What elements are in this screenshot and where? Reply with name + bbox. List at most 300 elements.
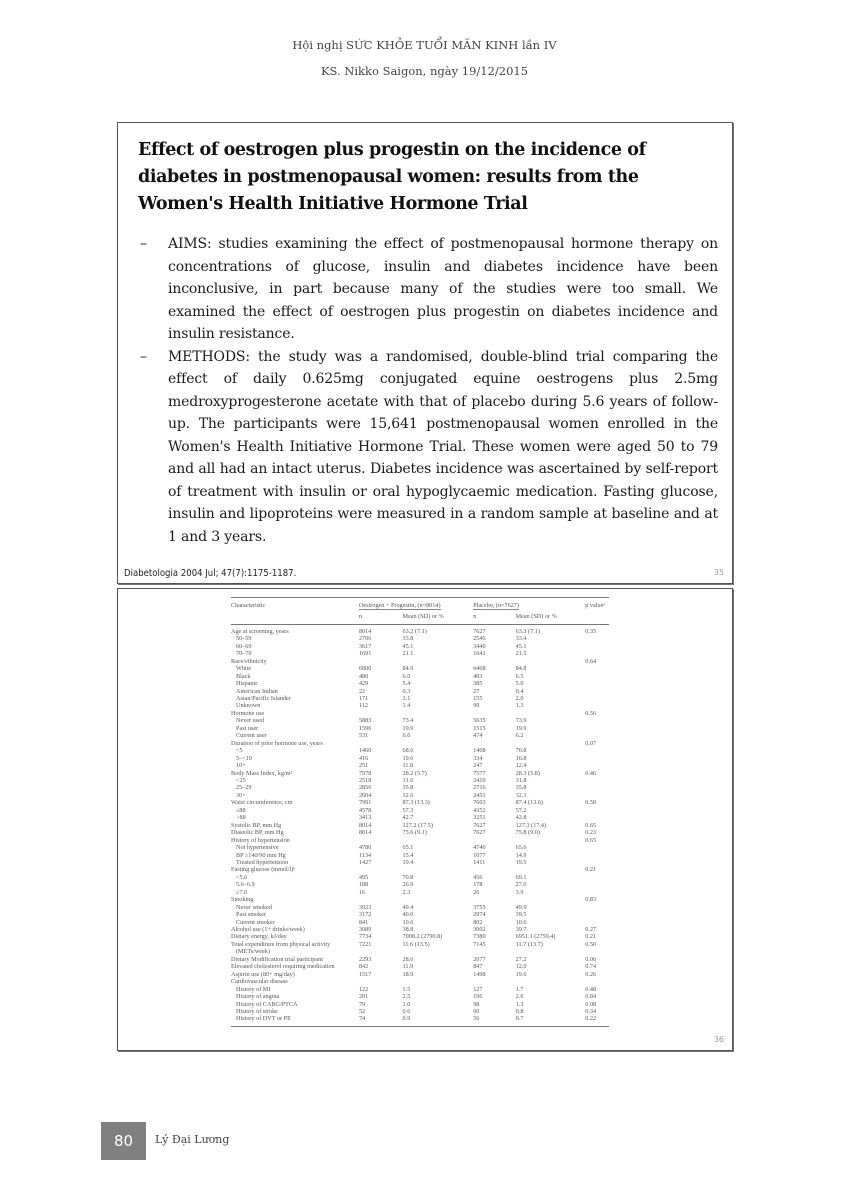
cell-p-value: 0.21 xyxy=(585,933,597,941)
col-characteristic: Characteristic xyxy=(231,598,359,610)
cell-mean-placebo: 63.3 (7.1) xyxy=(515,627,540,635)
cell-n-placebo: 4740 xyxy=(473,844,486,852)
row-label: 25–29 xyxy=(236,784,252,792)
cell-mean-treatment xyxy=(403,658,474,665)
cell-n-treatment: 201 xyxy=(358,993,369,1001)
row-label: Unknown xyxy=(236,702,261,710)
cell-mean-treatment: 19.9 xyxy=(402,724,414,732)
bullet-text: METHODS: the study was a randomised, double-blind trial comparing the effect of daily 0.625mg conjugated equine oestrogens plus 2.5mg medroxyprogesterone acetate with that of placebo during 5.6 years of follow-up. The participants were 15,641 postmenopausal women enrolled in the Women's Health Initiative Hormone Trial. These women were aged 50 to 79 and all had an intact uterus. Diabetes incidence was ascertained by self-report of treatment with insulin or oral hypoglycaemic medication. Fasting glucose, insulin and lipoproteins were measured in a random sample at baseline and at 1 and 3 years. xyxy=(168,348,718,545)
slide-title: Effect of oestrogen plus progestin on the incidence of diabetes in postmenopausal women: results from the Women's Health Initiative Hormone Trial xyxy=(138,140,646,214)
row-label: Hormone use xyxy=(231,709,265,717)
cell-n-treatment: 8014 xyxy=(358,821,372,829)
cell-n-treatment: 4780 xyxy=(358,844,372,852)
conference-venue-date: KS. Nikko Saigon, ngày 19/12/2015 xyxy=(320,64,529,78)
cell-n-treatment: 1427 xyxy=(358,858,372,866)
row-label: History of CABG/PTCA xyxy=(236,1000,298,1008)
table-row xyxy=(231,1008,609,1015)
cell-n-treatment: 531 xyxy=(358,732,369,740)
cell-mean-placebo: 2.6 xyxy=(515,993,524,1001)
table-row xyxy=(231,822,609,829)
cell-mean-placebo: 6.5 xyxy=(515,672,524,680)
cell-p-value xyxy=(585,919,609,926)
row-label: History of DVT or PE xyxy=(231,1015,359,1026)
cell-p-value xyxy=(585,904,609,911)
cell-mean-treatment: 31.6 xyxy=(402,776,414,784)
table-body xyxy=(231,624,609,1026)
cell-p-value xyxy=(585,874,609,881)
cell-mean-treatment: 1.0 xyxy=(402,1000,411,1008)
cell-n-treatment: 3413 xyxy=(358,814,372,822)
cell-n-placebo: 847 xyxy=(473,963,483,971)
cell-n-treatment: 7978 xyxy=(358,769,372,777)
cell-mean-treatment xyxy=(403,948,474,955)
cell-n-placebo: 4352 xyxy=(473,806,486,814)
cell-mean-placebo: 35.8 xyxy=(515,784,527,792)
cell-p-value xyxy=(585,650,609,657)
table-row xyxy=(231,732,609,739)
cell-mean-placebo: 27.2 xyxy=(515,955,527,963)
cell-n-placebo: 334 xyxy=(473,754,483,762)
table-row xyxy=(231,896,609,903)
cell-mean-treatment xyxy=(403,837,474,844)
cell-n-treatment xyxy=(359,896,403,903)
cell-n-treatment: 2518 xyxy=(358,776,372,784)
cell-p-value: 0.07 xyxy=(585,739,597,747)
cell-p-value: 0.26 xyxy=(585,970,597,978)
cell-mean-treatment xyxy=(403,866,474,873)
cell-p-value xyxy=(585,635,609,642)
cell-mean-placebo: 1.3 xyxy=(515,1000,524,1008)
cell-mean-treatment xyxy=(403,740,474,747)
cell-mean-treatment: 42.7 xyxy=(402,814,414,822)
cell-mean-treatment: 28.2 (5.7) xyxy=(402,769,427,777)
cell-p-value: 0.46 xyxy=(585,769,597,777)
cell-n-treatment: 3172 xyxy=(358,911,372,919)
cell-mean-placebo: 70.8 xyxy=(515,747,527,755)
cell-p-value: 0.08 xyxy=(585,1000,597,1008)
cell-mean-placebo: 75.8 (9.0) xyxy=(515,829,540,837)
table-row xyxy=(231,725,609,732)
cell-mean-placebo: 1.7 xyxy=(515,985,524,993)
cell-mean-treatment: 70.8 xyxy=(402,873,414,881)
row-label: 30+ xyxy=(236,791,246,799)
cell-n-treatment: 188 xyxy=(358,881,369,889)
cell-mean-placebo: 87.4 (13.6) xyxy=(515,799,543,807)
cell-n-placebo: 7577 xyxy=(473,769,486,777)
cell-mean-placebo: 12.0 xyxy=(515,963,527,971)
cell-mean-treatment: 57.3 xyxy=(402,806,414,814)
cell-n-treatment: 171 xyxy=(358,694,369,702)
cell-n-treatment: 1460 xyxy=(358,747,372,755)
cell-mean-treatment: 63.2 (7.1) xyxy=(402,627,427,635)
table-row xyxy=(231,859,609,866)
row-label: Duration of prior hormone use, years xyxy=(231,739,323,747)
cell-n-placebo: 56 xyxy=(473,1015,515,1026)
bullet-aims xyxy=(118,233,718,346)
cell-mean-treatment xyxy=(403,978,474,985)
cell-n-placebo: 178 xyxy=(473,881,483,889)
cell-n-placebo: 247 xyxy=(473,762,483,770)
table-row xyxy=(231,986,609,993)
cell-mean-treatment: 19.6 xyxy=(402,754,414,762)
cell-n-placebo xyxy=(473,710,515,717)
cell-n-placebo: 127 xyxy=(473,985,483,993)
cell-n-placebo: 7380 xyxy=(473,933,486,941)
cell-n-placebo: 385 xyxy=(473,680,483,688)
cell-mean-placebo: 33.4 xyxy=(515,635,527,643)
row-label: Dietary energy, kJ/day xyxy=(231,933,287,941)
row-label: American Indian xyxy=(236,687,278,695)
cell-n-treatment xyxy=(359,978,403,985)
cell-n-placebo: 1411 xyxy=(473,858,486,866)
cell-p-value xyxy=(585,695,609,702)
cell-p-value xyxy=(585,673,609,680)
col-mean-treatment: Mean (SD) or % xyxy=(403,609,474,624)
cell-n-placebo: 2410 xyxy=(473,776,486,784)
cell-n-placebo: 7627 xyxy=(473,627,486,635)
row-label: 70–79 xyxy=(236,650,252,658)
table-row xyxy=(231,956,609,963)
cell-mean-placebo: 6951.1 (2759.4) xyxy=(515,933,556,941)
row-label: ≥7.0 xyxy=(236,888,248,896)
cell-n-treatment: 3617 xyxy=(358,642,372,650)
table-row xyxy=(231,933,609,940)
table-row xyxy=(231,710,609,717)
cell-n-placebo: 5635 xyxy=(473,717,486,725)
cell-n-placebo: 474 xyxy=(473,732,483,740)
table-row xyxy=(231,844,609,851)
bullet-list xyxy=(118,233,718,548)
col-group-placebo: Placebo, (n=7627) xyxy=(473,598,585,610)
cell-mean-treatment: 33.8 xyxy=(402,635,414,643)
row-label: Past smoker xyxy=(236,911,267,919)
cell-n-placebo xyxy=(473,658,515,665)
cell-mean-treatment: 26.9 xyxy=(402,881,414,889)
cell-n-placebo: 60 xyxy=(473,1008,480,1016)
cell-mean-placebo: 31.8 xyxy=(515,776,527,784)
cell-mean-treatment: 45.1 xyxy=(402,642,414,650)
cell-n-treatment: 251 xyxy=(358,762,369,770)
cell-n-placebo: 7603 xyxy=(473,799,486,807)
cell-n-treatment xyxy=(359,948,403,955)
row-label: History of MI xyxy=(236,985,271,993)
cell-n-treatment: 6800 xyxy=(358,665,372,673)
cell-mean-placebo: 127.3 (17.4) xyxy=(515,821,547,829)
table-row xyxy=(231,852,609,859)
cell-p-value: 0.21 xyxy=(585,866,597,874)
cell-mean-placebo xyxy=(516,866,586,873)
row-label: (METs/week) xyxy=(236,948,270,956)
cell-mean-treatment xyxy=(403,710,474,717)
cell-p-value: 0.58 xyxy=(585,799,597,807)
table-row xyxy=(231,799,609,806)
cell-p-value xyxy=(585,881,609,888)
cell-mean-treatment: 5.4 xyxy=(402,680,411,688)
cell-n-placebo: 7145 xyxy=(473,940,486,948)
cell-n-treatment: 79 xyxy=(358,1000,366,1008)
row-label: >88 xyxy=(236,814,246,822)
cell-mean-treatment: 28.6 xyxy=(402,955,414,963)
cell-n-treatment xyxy=(359,866,403,873)
cell-mean-placebo xyxy=(516,658,586,665)
cell-p-value xyxy=(585,755,609,762)
cell-mean-placebo xyxy=(516,896,586,903)
row-label: <5 xyxy=(236,747,243,755)
cell-mean-treatment: 32.6 xyxy=(402,791,414,799)
cell-p-value xyxy=(585,643,609,650)
row-label: Elevated cholesterol requiring medication xyxy=(231,963,335,971)
cell-mean-placebo: 2.0 xyxy=(515,694,524,702)
cell-n-placebo: 2077 xyxy=(473,955,486,963)
cell-p-value: 0.50 xyxy=(585,940,597,948)
table-row xyxy=(231,814,609,821)
cell-p-value xyxy=(585,948,609,955)
cell-p-value: 0.06 xyxy=(585,955,597,963)
table-row xyxy=(231,695,609,702)
cell-n-placebo: 1408 xyxy=(473,747,486,755)
row-label: Cardiovascular disease xyxy=(231,978,288,986)
cell-mean-placebo: 42.8 xyxy=(515,814,527,822)
cell-mean-treatment: 0.6 xyxy=(402,1008,411,1016)
cell-n-treatment: 7221 xyxy=(358,940,372,948)
cell-n-placebo: 155 xyxy=(473,694,483,702)
cell-p-value: 0.23 xyxy=(585,829,597,837)
cell-n-placebo: 2546 xyxy=(473,635,486,643)
cell-n-treatment: 1691 xyxy=(358,650,372,658)
page-header xyxy=(0,32,849,84)
table-row xyxy=(231,770,609,777)
cell-p-value xyxy=(585,852,609,859)
cell-n-placebo xyxy=(473,866,515,873)
cell-mean-treatment: 10.6 xyxy=(402,918,414,926)
cell-mean-treatment: 19.4 xyxy=(402,858,414,866)
table-row xyxy=(231,635,609,642)
cell-n-placebo: 2451 xyxy=(473,791,486,799)
cell-n-treatment: 16 xyxy=(358,888,366,896)
row-label: BP ≥140/90 mm Hg xyxy=(236,851,286,859)
cell-mean-treatment: 6.6 xyxy=(402,732,411,740)
table-row xyxy=(231,919,609,926)
cell-mean-placebo: 10.6 xyxy=(515,918,527,926)
cell-mean-placebo: 19.5 xyxy=(515,858,527,866)
row-label: 5–<10 xyxy=(236,754,252,762)
slide-baseline-table xyxy=(117,588,733,1051)
cell-n-treatment xyxy=(359,837,403,844)
row-label: Hispanic xyxy=(236,680,258,688)
cell-p-value xyxy=(585,777,609,784)
cell-mean-treatment: 38.8 xyxy=(402,926,414,934)
cell-mean-treatment: 1.4 xyxy=(402,702,411,710)
table-row xyxy=(231,784,609,791)
cell-n-treatment: 429 xyxy=(358,680,369,688)
cell-mean-treatment: 15.4 xyxy=(402,851,414,859)
row-label: 60–69 xyxy=(236,642,252,650)
cell-mean-placebo: 16.8 xyxy=(515,754,527,762)
cell-n-treatment: 52 xyxy=(358,1008,366,1016)
cell-n-treatment: 7991 xyxy=(358,799,372,807)
cell-mean-treatment: 65.1 xyxy=(402,844,414,852)
row-label: Never used xyxy=(236,717,265,725)
cell-p-value xyxy=(585,762,609,769)
cell-p-value xyxy=(585,702,609,709)
row-label: <25 xyxy=(236,776,246,784)
row-label: Current smoker xyxy=(236,918,275,926)
cell-n-treatment: 1517 xyxy=(358,970,372,978)
cell-mean-treatment: 2.1 xyxy=(402,694,411,702)
bullet-dash-icon: – xyxy=(140,236,147,252)
table-row xyxy=(231,673,609,680)
cell-mean-treatment: 11.8 xyxy=(402,762,414,770)
cell-n-placebo xyxy=(473,740,515,747)
cell-mean-placebo: 12.4 xyxy=(515,762,527,770)
cell-n-placebo: 7627 xyxy=(473,821,486,829)
cell-n-treatment: 842 xyxy=(358,963,369,971)
row-label: Smoking xyxy=(231,896,254,904)
slide-abstract xyxy=(117,122,733,584)
cell-mean-placebo: 0.7 xyxy=(516,1015,586,1026)
cell-mean-placebo: 0.4 xyxy=(515,687,524,695)
cell-mean-placebo: 1.3 xyxy=(515,702,524,710)
cell-mean-treatment: 21.1 xyxy=(402,650,414,658)
table-row xyxy=(231,904,609,911)
cell-n-treatment: 8014 xyxy=(358,829,372,837)
cell-p-value: 0.35 xyxy=(585,627,597,635)
cell-n-placebo: 1641 xyxy=(473,650,486,658)
cell-mean-treatment: 49.4 xyxy=(402,903,414,911)
cell-n-treatment: 2293 xyxy=(358,955,372,963)
cell-n-placebo: 26 xyxy=(473,888,480,896)
cell-mean-placebo: 6.2 xyxy=(515,732,524,740)
cell-p-value: 0.27 xyxy=(585,926,597,934)
slide-number: 36 xyxy=(713,1035,724,1044)
cell-mean-placebo: 32.3 xyxy=(515,791,527,799)
cell-mean-placebo: 11.7 (13.7) xyxy=(515,940,543,948)
cell-p-value: 0.48 xyxy=(585,985,597,993)
cell-mean-placebo: 21.5 xyxy=(515,650,527,658)
table-row xyxy=(231,829,609,836)
cell-n-placebo: 2716 xyxy=(473,784,486,792)
cell-mean-placebo: 49.9 xyxy=(515,903,527,911)
cell-mean-treatment: 7008.2 (2790.8) xyxy=(402,933,443,941)
row-label: Treated hypertension xyxy=(236,858,289,866)
cell-mean-placebo: 19.6 xyxy=(515,970,527,978)
cell-n-treatment: 2856 xyxy=(358,784,372,792)
cell-p-value: 0.74 xyxy=(585,963,597,971)
row-label: 5.6–6.9 xyxy=(236,881,255,889)
cell-n-treatment: 495 xyxy=(358,873,369,881)
cell-mean-treatment: 0.3 xyxy=(402,687,411,695)
cell-n-treatment xyxy=(359,658,403,665)
cell-mean-treatment: 6.0 xyxy=(402,672,411,680)
row-label: ≤88 xyxy=(236,806,246,814)
cell-mean-treatment: 2.5 xyxy=(402,993,411,1001)
cell-mean-placebo: 39.5 xyxy=(515,911,527,919)
cell-n-placebo: 196 xyxy=(473,993,483,1001)
cell-n-treatment: 2604 xyxy=(358,791,372,799)
cell-n-placebo: 1498 xyxy=(473,970,486,978)
table-row xyxy=(231,1015,609,1026)
conference-title: Hội nghị SỨC KHỎE TUỔI MÃN KINH lần IV xyxy=(292,38,557,52)
cell-n-treatment: 4578 xyxy=(358,806,372,814)
table-row xyxy=(231,881,609,888)
cell-mean-treatment: 84.9 xyxy=(402,665,414,673)
cell-p-value xyxy=(585,725,609,732)
row-label: <5.6 xyxy=(236,873,248,881)
col-group-treatment: Oestrogen + Progestin, (n=8014) xyxy=(359,598,473,610)
cell-p-value xyxy=(585,688,609,695)
table-row xyxy=(231,889,609,896)
table-row xyxy=(231,717,609,724)
row-label: Total expenditure from physical activity xyxy=(231,940,331,948)
table-row xyxy=(231,948,609,955)
cell-n-placebo: 3251 xyxy=(473,814,486,822)
cell-p-value xyxy=(585,807,609,814)
cell-mean-placebo: 45.1 xyxy=(515,642,527,650)
baseline-characteristics-table xyxy=(231,597,609,1027)
cell-n-placebo: 6468 xyxy=(473,665,486,673)
cell-mean-treatment: 127.2 (17.5) xyxy=(402,821,433,829)
cell-mean-treatment: 35.8 xyxy=(402,784,414,792)
cell-mean-placebo: 19.9 xyxy=(515,724,527,732)
table-row xyxy=(231,926,609,933)
row-label: 50–59 xyxy=(236,635,252,643)
table-row xyxy=(231,874,609,881)
cell-mean-treatment: 2.3 xyxy=(402,888,411,896)
cell-p-value xyxy=(585,680,609,687)
cell-n-treatment: 416 xyxy=(358,754,369,762)
cell-mean-placebo: 57.2 xyxy=(515,806,527,814)
cell-n-placebo: 98 xyxy=(473,1000,480,1008)
cell-n-treatment: 8014 xyxy=(358,627,372,635)
cell-n-treatment: 112 xyxy=(358,702,369,710)
cell-mean-placebo: 69.1 xyxy=(515,873,527,881)
cell-mean-treatment xyxy=(403,896,474,903)
table-row xyxy=(231,643,609,650)
row-label: History of hypertension xyxy=(231,836,290,844)
cell-mean-placebo: 65.6 xyxy=(515,844,527,852)
table-row xyxy=(231,941,609,948)
cell-p-value xyxy=(585,978,609,985)
row-label: Age at screening, years xyxy=(231,627,289,635)
cell-mean-placebo: 39.7 xyxy=(515,926,527,934)
row-label: Systolic BP, mm Hg xyxy=(231,821,282,829)
cell-n-placebo: 802 xyxy=(473,918,483,926)
cell-n-placebo xyxy=(473,896,515,903)
row-label: Waist circumference, cm xyxy=(231,799,293,807)
cell-p-value: 0.22 xyxy=(585,1015,609,1026)
cell-mean-treatment: 11.6 (13.5) xyxy=(402,940,430,948)
cell-mean-treatment: 87.3 (13.3) xyxy=(402,799,430,807)
col-p-value: p valueᵃ xyxy=(585,598,609,610)
bullet-dash-icon: – xyxy=(140,348,147,365)
row-label: Not hypertensive xyxy=(236,844,279,852)
cell-n-treatment: 841 xyxy=(358,918,369,926)
cell-n-treatment xyxy=(359,740,403,747)
cell-n-placebo: 3002 xyxy=(473,926,486,934)
table-row xyxy=(231,866,609,873)
table-row xyxy=(231,665,609,672)
cell-p-value xyxy=(585,665,609,672)
citation: Diabetologia 2004 Jul; 47(7):1175-1187. xyxy=(124,568,297,579)
cell-p-value: 0.83 xyxy=(585,896,597,904)
table-row xyxy=(231,792,609,799)
cell-mean-treatment: 73.4 xyxy=(402,717,414,725)
cell-n-placebo: 456 xyxy=(473,873,483,881)
table-row xyxy=(231,624,609,635)
cell-n-placebo xyxy=(473,978,515,985)
cell-p-value xyxy=(585,814,609,821)
cell-p-value xyxy=(585,732,609,739)
